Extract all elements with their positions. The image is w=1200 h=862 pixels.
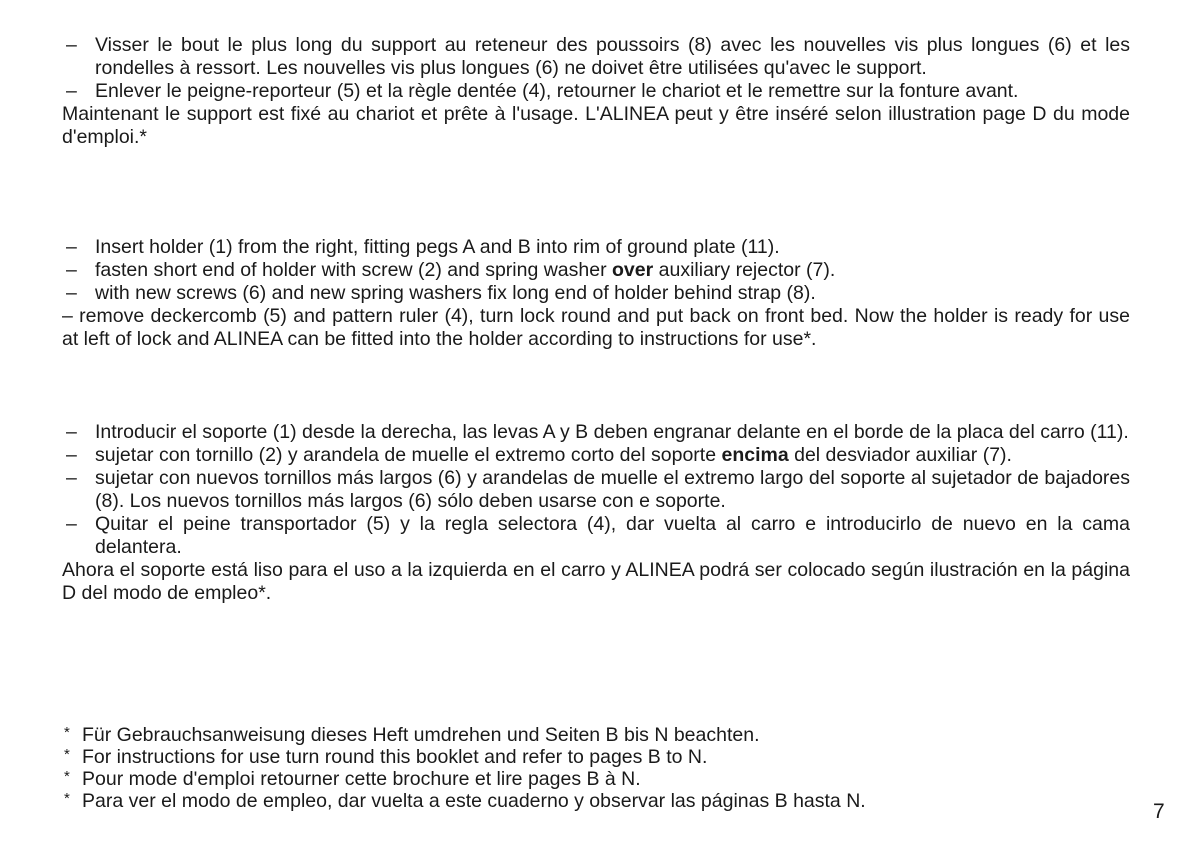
dash-bullet: –: [66, 80, 77, 102]
page-number: 7: [1153, 800, 1165, 823]
item-text: Introducir el soporte (1) desde la derecha, las levas A y B deben engranar delante en el borde de la placa del carro (11).: [95, 421, 1129, 443]
list-item: [62, 80, 1130, 103]
english-paragraph: – remove deckercomb (5) and pattern ruler (4), turn lock round and put back on front bed. Now the holder is ready for use at left of lock and ALINEA can be fitted into the holder according to instructions for use*.: [62, 305, 1130, 350]
dash-bullet: –: [66, 282, 77, 304]
footnote-text: Para ver el modo de empleo, dar vuelta a este cuaderno y observar las páginas B hasta N.: [82, 790, 866, 812]
bold-word: over: [612, 259, 654, 281]
english-section: [62, 236, 1130, 351]
list-item: [62, 282, 1130, 305]
list-item: [62, 444, 1130, 467]
footnote-text: Für Gebrauchsanweisung dieses Heft umdrehen und Seiten B bis N beachten.: [82, 724, 760, 746]
asterisk-marker: *: [64, 724, 70, 741]
dash-bullet: –: [66, 236, 77, 258]
list-item: [62, 236, 1130, 259]
dash-bullet: –: [66, 421, 77, 443]
list-item: [62, 467, 1130, 513]
dash-bullet: –: [66, 444, 77, 466]
item-text: Visser le bout le plus long du support au reteneur des poussoirs (8) avec les nouvelles vis plus longues (6) et les rondelles à ressort. Les nouvelles vis plus longues (6) ne doivet être utilisées qu'avec le support.: [95, 34, 1130, 79]
bold-word: encima: [721, 444, 789, 466]
list-item: [62, 421, 1130, 444]
french-section: [62, 34, 1130, 149]
item-text: with new screws (6) and new spring washers fix long end of holder behind strap (8).: [95, 282, 816, 304]
spanish-section: [62, 421, 1130, 605]
item-text-start: sujetar con tornillo (2) y arandela de muelle el extremo corto del soporte: [95, 444, 722, 466]
list-item: [62, 34, 1130, 80]
item-text: sujetar con nuevos tornillos más largos (6) y arandelas de muelle el extremo largo del soporte al sujetador de bajadores (8). Los nuevos tornillos más largos (6) sólo deben usarse con e soporte.: [95, 467, 1130, 512]
dash-bullet: –: [66, 34, 77, 56]
item-text: Insert holder (1) from the right, fitting pegs A and B into rim of ground plate (11).: [95, 236, 780, 258]
footnote-text: For instructions for use turn round this booklet and refer to pages B to N.: [82, 746, 708, 768]
item-text-start: fasten short end of holder with screw (2) and spring washer: [95, 259, 613, 281]
footnote-text: Pour mode d'emploi retourner cette brochure et lire pages B à N.: [82, 768, 641, 790]
item-text: Enlever le peigne-reporteur (5) et la règle dentée (4), retourner le chariot et le remettre sur la fonture avant.: [95, 80, 1019, 102]
asterisk-marker: *: [64, 746, 70, 763]
footnote: [62, 724, 1102, 746]
dash-bullet: –: [66, 513, 77, 535]
list-item: [62, 259, 1130, 282]
item-text: Quitar el peine transportador (5) y la regla selectora (4), dar vuelta al carro e introducirlo de nuevo en la cama delantera.: [95, 513, 1130, 558]
footnote: [62, 790, 1102, 812]
list-item: [62, 513, 1130, 559]
asterisk-marker: *: [64, 790, 70, 807]
dash-bullet: –: [66, 467, 77, 489]
french-paragraph: Maintenant le support est fixé au chariot et prête à l'usage. L'ALINEA peut y être inséré selon illustration page D du mode d'emploi.*: [62, 103, 1130, 148]
footnote: [62, 746, 1102, 768]
item-text-end: auxiliary rejector (7).: [653, 259, 836, 281]
item-text-end: del desviador auxiliar (7).: [788, 444, 1012, 466]
footnote: [62, 768, 1102, 790]
asterisk-marker: *: [64, 768, 70, 785]
footnotes: [62, 724, 1102, 812]
spanish-paragraph: Ahora el soporte está liso para el uso a la izquierda en el carro y ALINEA podrá ser colocado según ilustración en la página D del modo de empleo*.: [62, 559, 1130, 604]
dash-bullet: –: [66, 259, 77, 281]
